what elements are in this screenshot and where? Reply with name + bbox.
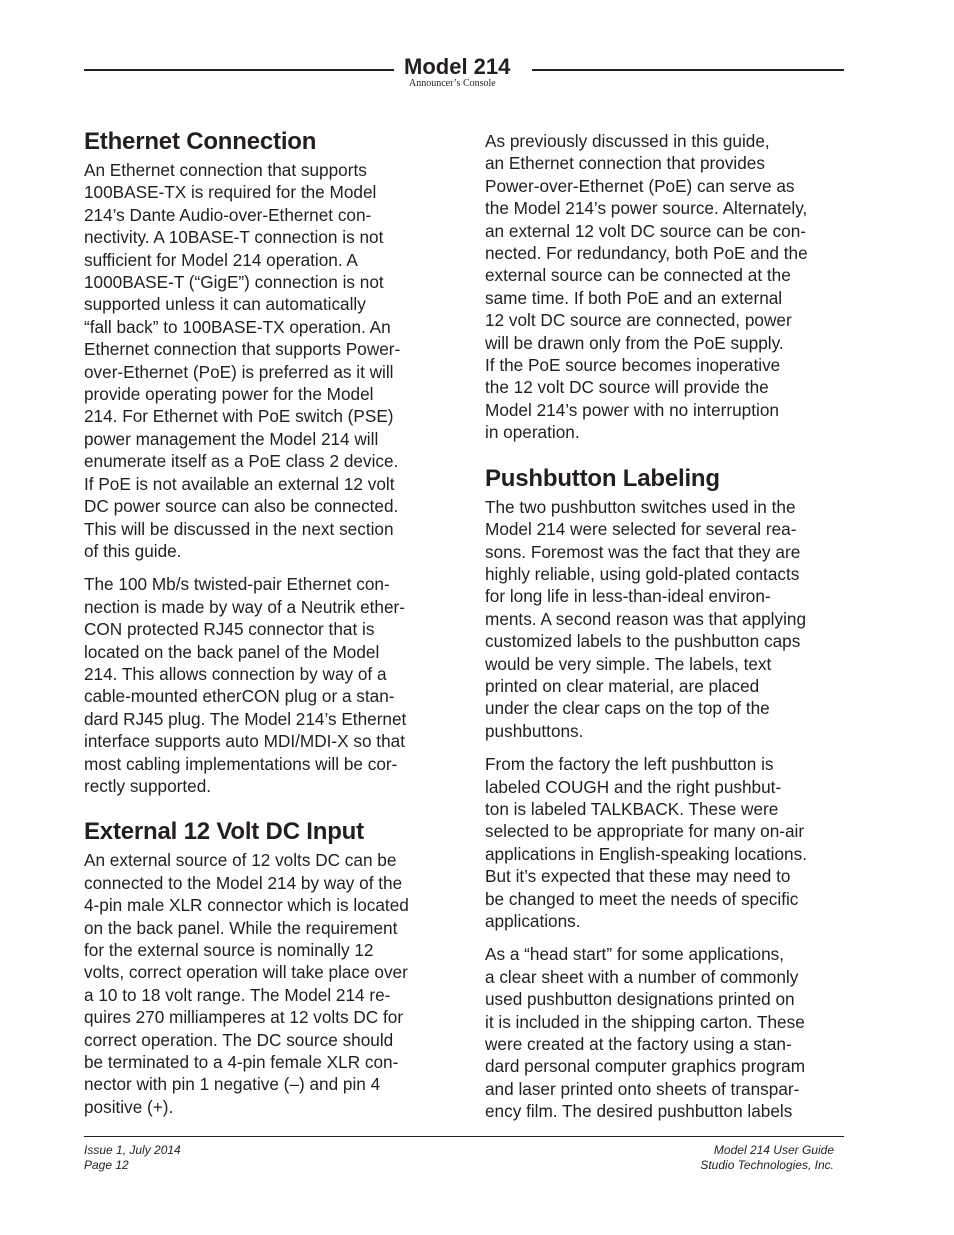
footer-rule — [84, 1136, 844, 1137]
heading-pushbutton-labeling: Pushbutton Labeling — [485, 464, 720, 492]
model-logo — [404, 55, 526, 89]
header-rule-right — [532, 69, 844, 71]
paragraph: As previously discussed in this guide, an Ethernet connection that provides Power-over-Ethernet (PoE) can serve as the Model 214’s power source. Alternately, an external 12 volt DC source can be con- nected. For redundancy, both PoE and the external source can be connected at the same time. If both PoE and an external 12 volt DC source are connected, power will be drawn only from the PoE supply. If the PoE source becomes inoperative the 12 volt DC source will provide the Model 214’s power with no interruption in operation. — [485, 131, 808, 443]
left-column — [84, 128, 444, 1129]
paragraph: An external source of 12 volts DC can be connected to the Model 214 by way of the 4-pin male XLR connector which is located on the back panel. While the requirement for the external source is nominally 12 volts, correct operation will take place over a 10 to 18 volt range. The Model 214 re- quires 270 milliamperes at 12 volts DC for correct operation. The DC source should be terminated to a 4-pin female XLR con- nector with pin 1 negative (–) and pin 4 positive (+). — [84, 850, 409, 1117]
header-rule-left — [84, 69, 394, 71]
heading-external-dc-input: External 12 Volt DC Input — [84, 818, 364, 846]
paragraph: As a “head start” for some applications, a clear sheet with a number of commonly used pushbutton designations printed on it is included in the shipping carton. These were created at the factory using a stan- dard personal computer graphics program and laser printed onto sheets of transpar- ency film. The desired pushbutton labels — [485, 944, 806, 1122]
right-column — [485, 130, 847, 1134]
heading-ethernet-connection: Ethernet Connection — [84, 128, 317, 155]
logo-title: Model 214 — [404, 54, 511, 79]
footer-guide-company: Model 214 User Guide Studio Technologies, Inc. — [700, 1143, 834, 1172]
paragraph: The 100 Mb/s twisted-pair Ethernet con- nection is made by way of a Neutrik ether- CON protected RJ45 connector that is located on the back panel of the Model 214. This allows connection by way of a cable-mounted etherCON plug or a stan- dard RJ45 plug. The Model 214’s Ethernet interface supports auto MDI/MDI-X so that most cabling implementations will be cor- rectly supported. — [84, 574, 407, 796]
paragraph: From the factory the left pushbutton is labeled COUGH and the right pushbut- ton is labeled TALKBACK. These were selected to be appropriate for many on-air applications in English-speaking locations. But it’s expected that these may need to be changed to meet the needs of specific applications. — [485, 754, 807, 931]
footer-issue-page: Issue 1, July 2014 Page 12 — [84, 1143, 181, 1172]
paragraph: An Ethernet connection that supports 100BASE-TX is required for the Model 214’s Dante Audio-over-Ethernet con- nectivity. A 10BASE-T connection is not sufficient for Model 214 operation. A 1000BASE-T (“GigE”) connection is not supported unless it can automatically “fall back” to 100BASE-TX operation. An Ethernet connection that supports Power- over-Ethernet (PoE) is preferred as it will provide operating power for the Model 214. For Ethernet with PoE switch (PSE) power management the Model 214 will enumerate itself as a PoE class 2 device. If PoE is not available an external 12 volt DC power source can also be connected. This will be discussed in the next section of this guide. — [84, 160, 401, 561]
logo-subtitle: Announcer’s Console — [409, 78, 496, 89]
paragraph: The two pushbutton switches used in the Model 214 were selected for several rea- sons. Foremost was the fact that they are highly reliable, using gold-plated contacts for long life in less-than-ideal environ- ments. A second reason was that applying customized labels to the pushbutton caps would be very simple. The labels, text printed on clear material, are placed under the clear caps on the top of the pushbuttons. — [485, 496, 807, 741]
